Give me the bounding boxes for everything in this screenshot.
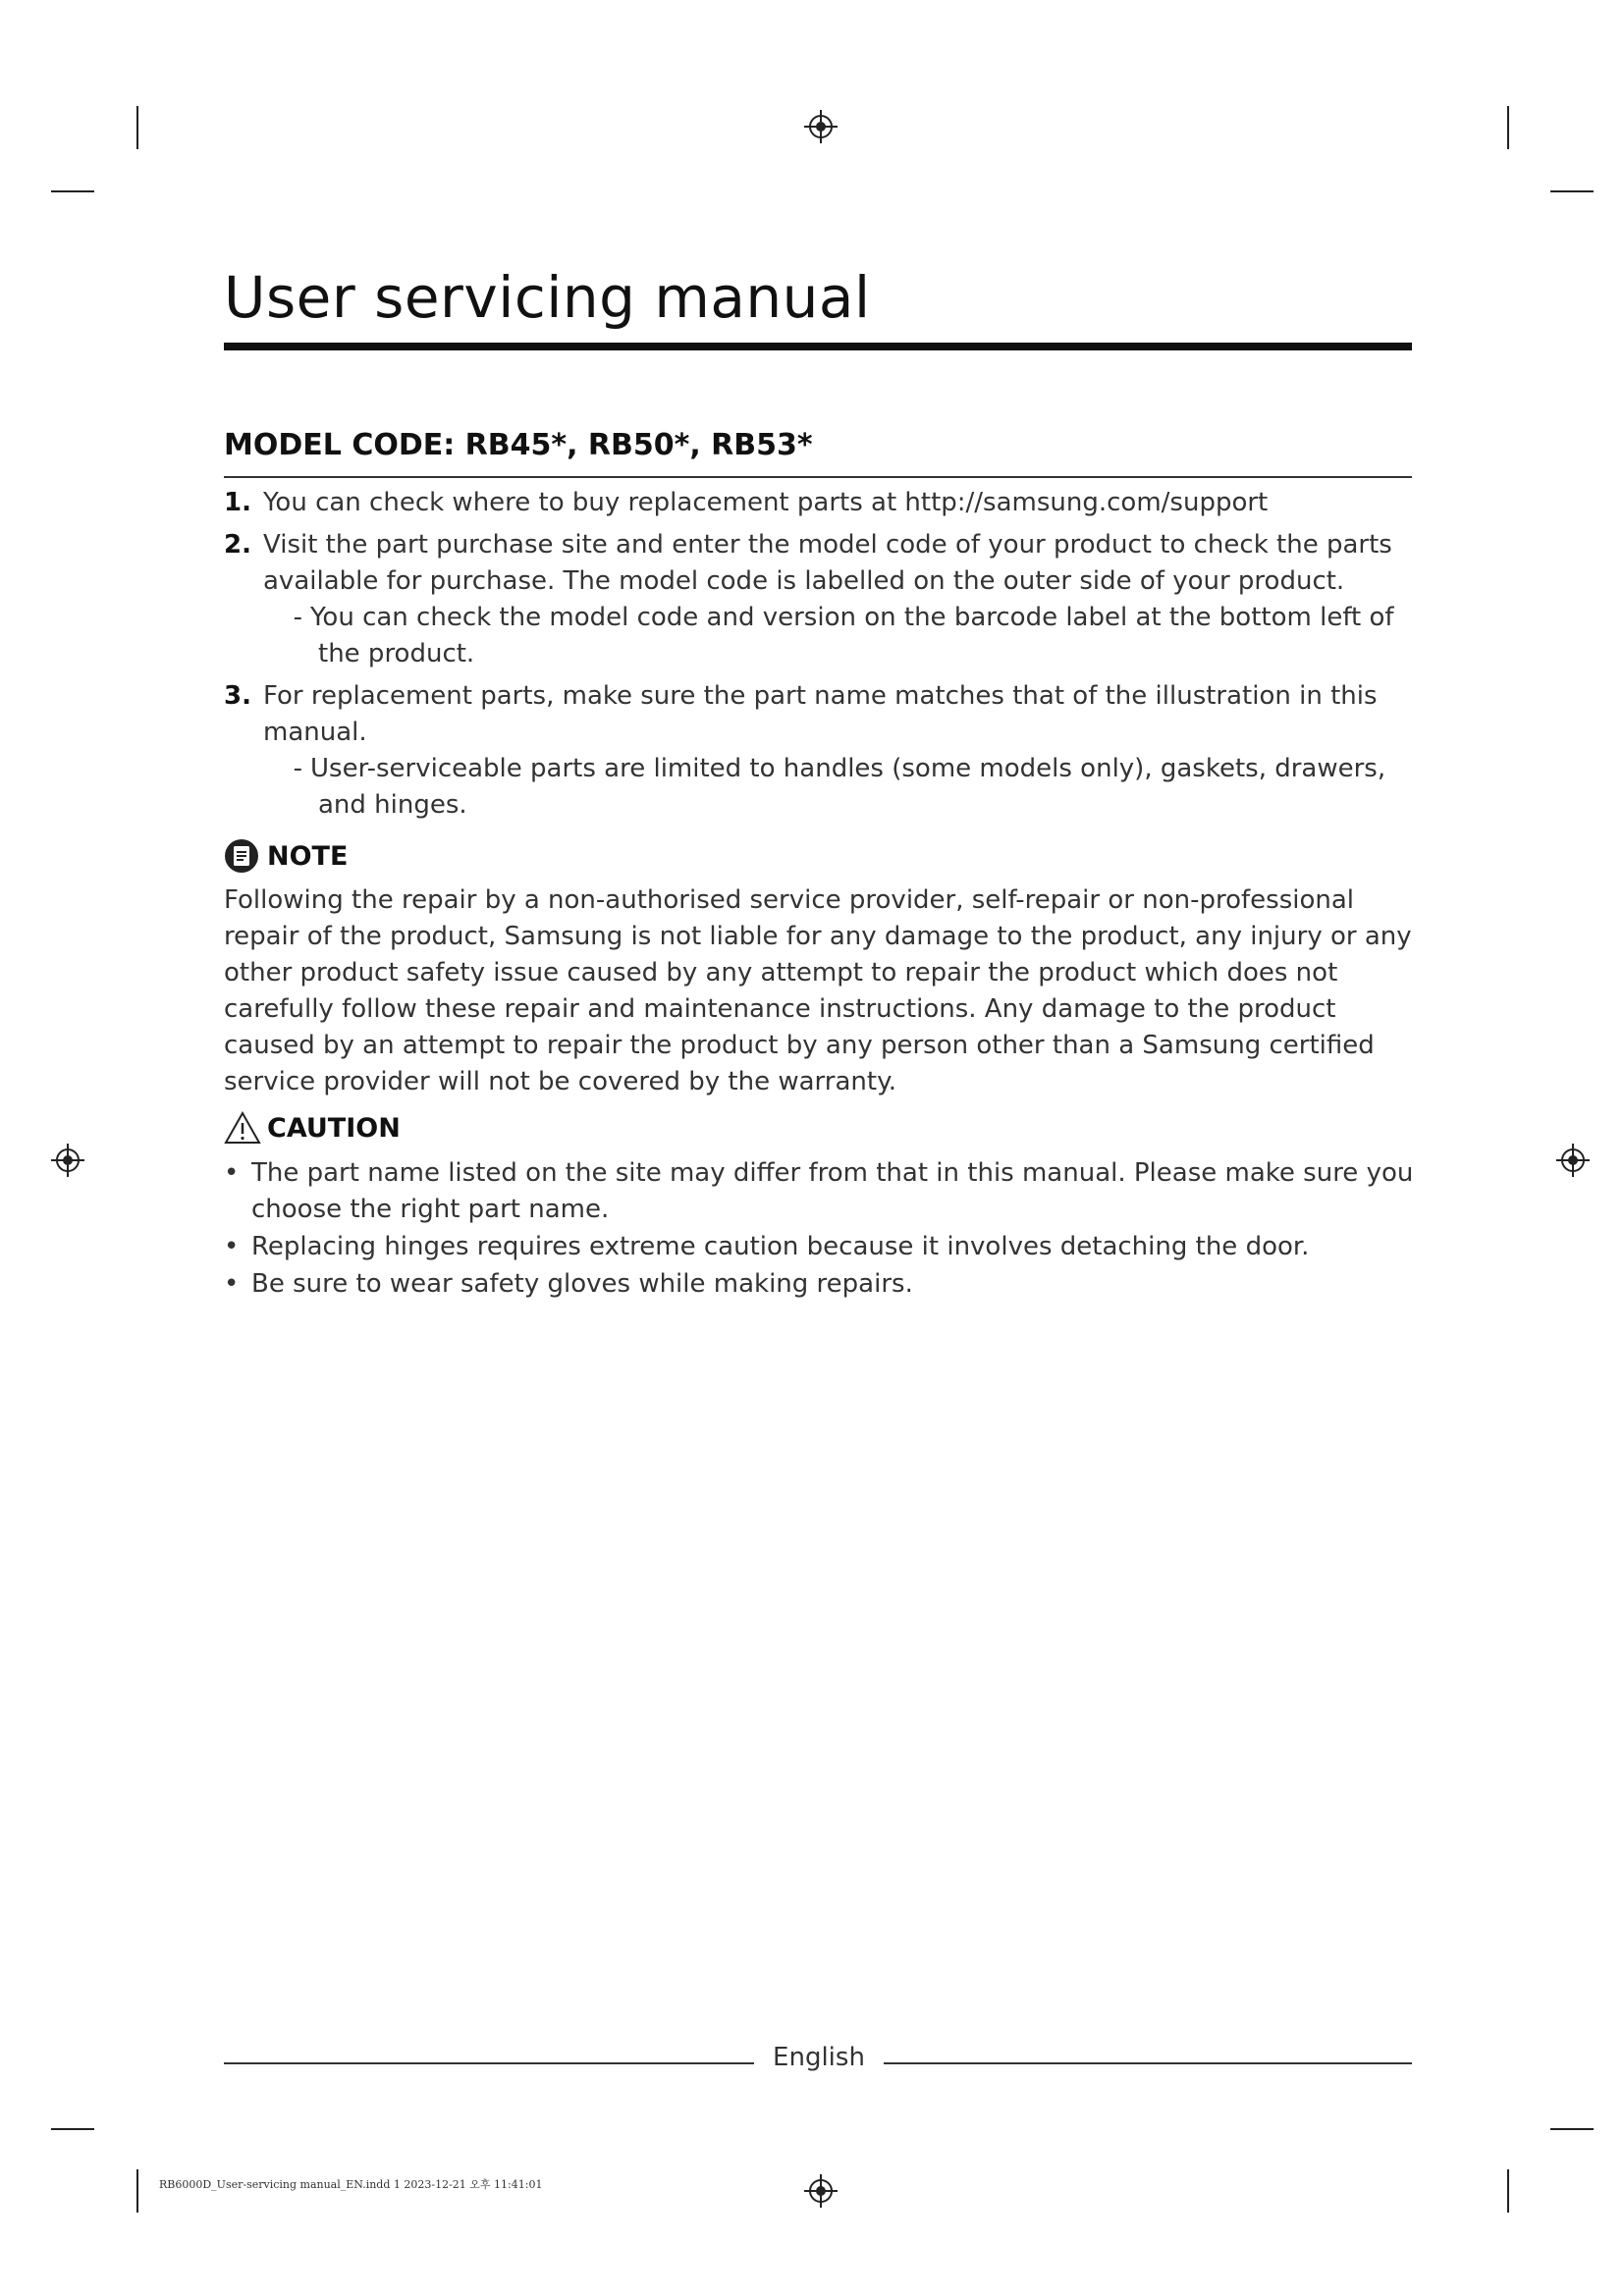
step-number: 1. <box>224 488 251 517</box>
crop-mark <box>1507 2169 1509 2213</box>
note-icon <box>224 838 259 874</box>
step-number: 3. <box>224 681 251 711</box>
caution-item: • Be sure to wear safety gloves while making repairs. <box>224 1269 913 1299</box>
step-text: Visit the part purchase site and enter the model code of your product to check the parts available for purchase. The model code is labelled on the outer side of your product. <box>263 530 1392 596</box>
caution-item-text: Be sure to wear safety gloves while making repairs. <box>251 1269 913 1299</box>
crop-mark <box>1507 106 1509 149</box>
footer-rule <box>224 2062 754 2064</box>
caution-heading <box>224 1111 401 1145</box>
step-subitem-text: User-serviceable parts are limited to handles (some models only), gaskets, drawers, and hinges. <box>310 754 1386 820</box>
note-heading <box>224 838 348 874</box>
registration-mark-icon <box>51 1144 84 1177</box>
step-item <box>224 527 1417 672</box>
crop-mark <box>51 2128 94 2130</box>
step-text: You can check where to buy replacement parts at http://samsung.com/support <box>263 488 1269 517</box>
step-subitem: - You can check the model code and version on the barcode label at the bottom left of the product. <box>263 600 1417 672</box>
step-subitem: - User-serviceable parts are limited to handles (some models only), gaskets, drawers, and hinges. <box>263 751 1417 824</box>
registration-mark-icon <box>804 2174 838 2208</box>
print-slug: RB6000D_User-servicing manual_EN.indd 1 2023-12-21 오후 11:41:01 <box>159 2178 543 2191</box>
note-text: Following the repair by a non-authorised service provider, self-repair or non-professional repair of the product, Samsung is not liable for any damage to the product, any injury or any other product safety issue caused by any attempt to repair the product which does not carefully follow these repair and maintenance instructions. Any damage to the product caused by an attempt to repair the product by any person other than a Samsung certified service provider will not be covered by the warranty. <box>224 885 1412 1096</box>
section-rule <box>224 476 1412 478</box>
step-item <box>224 485 1417 521</box>
step-subitem-text: You can check the model code and version on the barcode label at the bottom left of the product. <box>310 603 1394 668</box>
crop-mark <box>1550 2128 1594 2130</box>
caution-label: CAUTION <box>267 1112 401 1144</box>
crop-mark <box>136 2169 138 2213</box>
caution-item-text: Replacing hinges requires extreme caution because it involves detaching the door. <box>251 1232 1310 1261</box>
crop-mark <box>51 190 94 192</box>
warning-triangle-icon <box>224 1111 261 1145</box>
note-label: NOTE <box>267 840 349 872</box>
caution-item-text: The part name listed on the site may differ from that in this manual. Please make sure you choose the right part name. <box>251 1158 1414 1224</box>
registration-mark-icon <box>1556 1144 1590 1177</box>
caution-list <box>224 1155 1417 1304</box>
page-title: User servicing manual <box>224 264 871 331</box>
step-item <box>224 678 1417 824</box>
footer-rule <box>884 2062 1412 2064</box>
step-number: 2. <box>224 530 251 560</box>
steps-list <box>224 485 1417 829</box>
caution-item: • Replacing hinges requires extreme caution because it involves detaching the door. <box>224 1232 1310 1261</box>
title-rule <box>224 343 1412 350</box>
footer-language: English <box>773 2043 865 2072</box>
caution-item: • The part name listed on the site may differ from that in this manual. Please make sure you choose the right part name. <box>224 1158 1414 1224</box>
section-heading: MODEL CODE: RB45*, RB50*, RB53* <box>224 428 813 462</box>
crop-mark <box>136 106 138 149</box>
registration-mark-icon <box>804 110 838 143</box>
step-text: For replacement parts, make sure the part name matches that of the illustration in this manual. <box>263 681 1378 747</box>
crop-mark <box>1550 190 1594 192</box>
